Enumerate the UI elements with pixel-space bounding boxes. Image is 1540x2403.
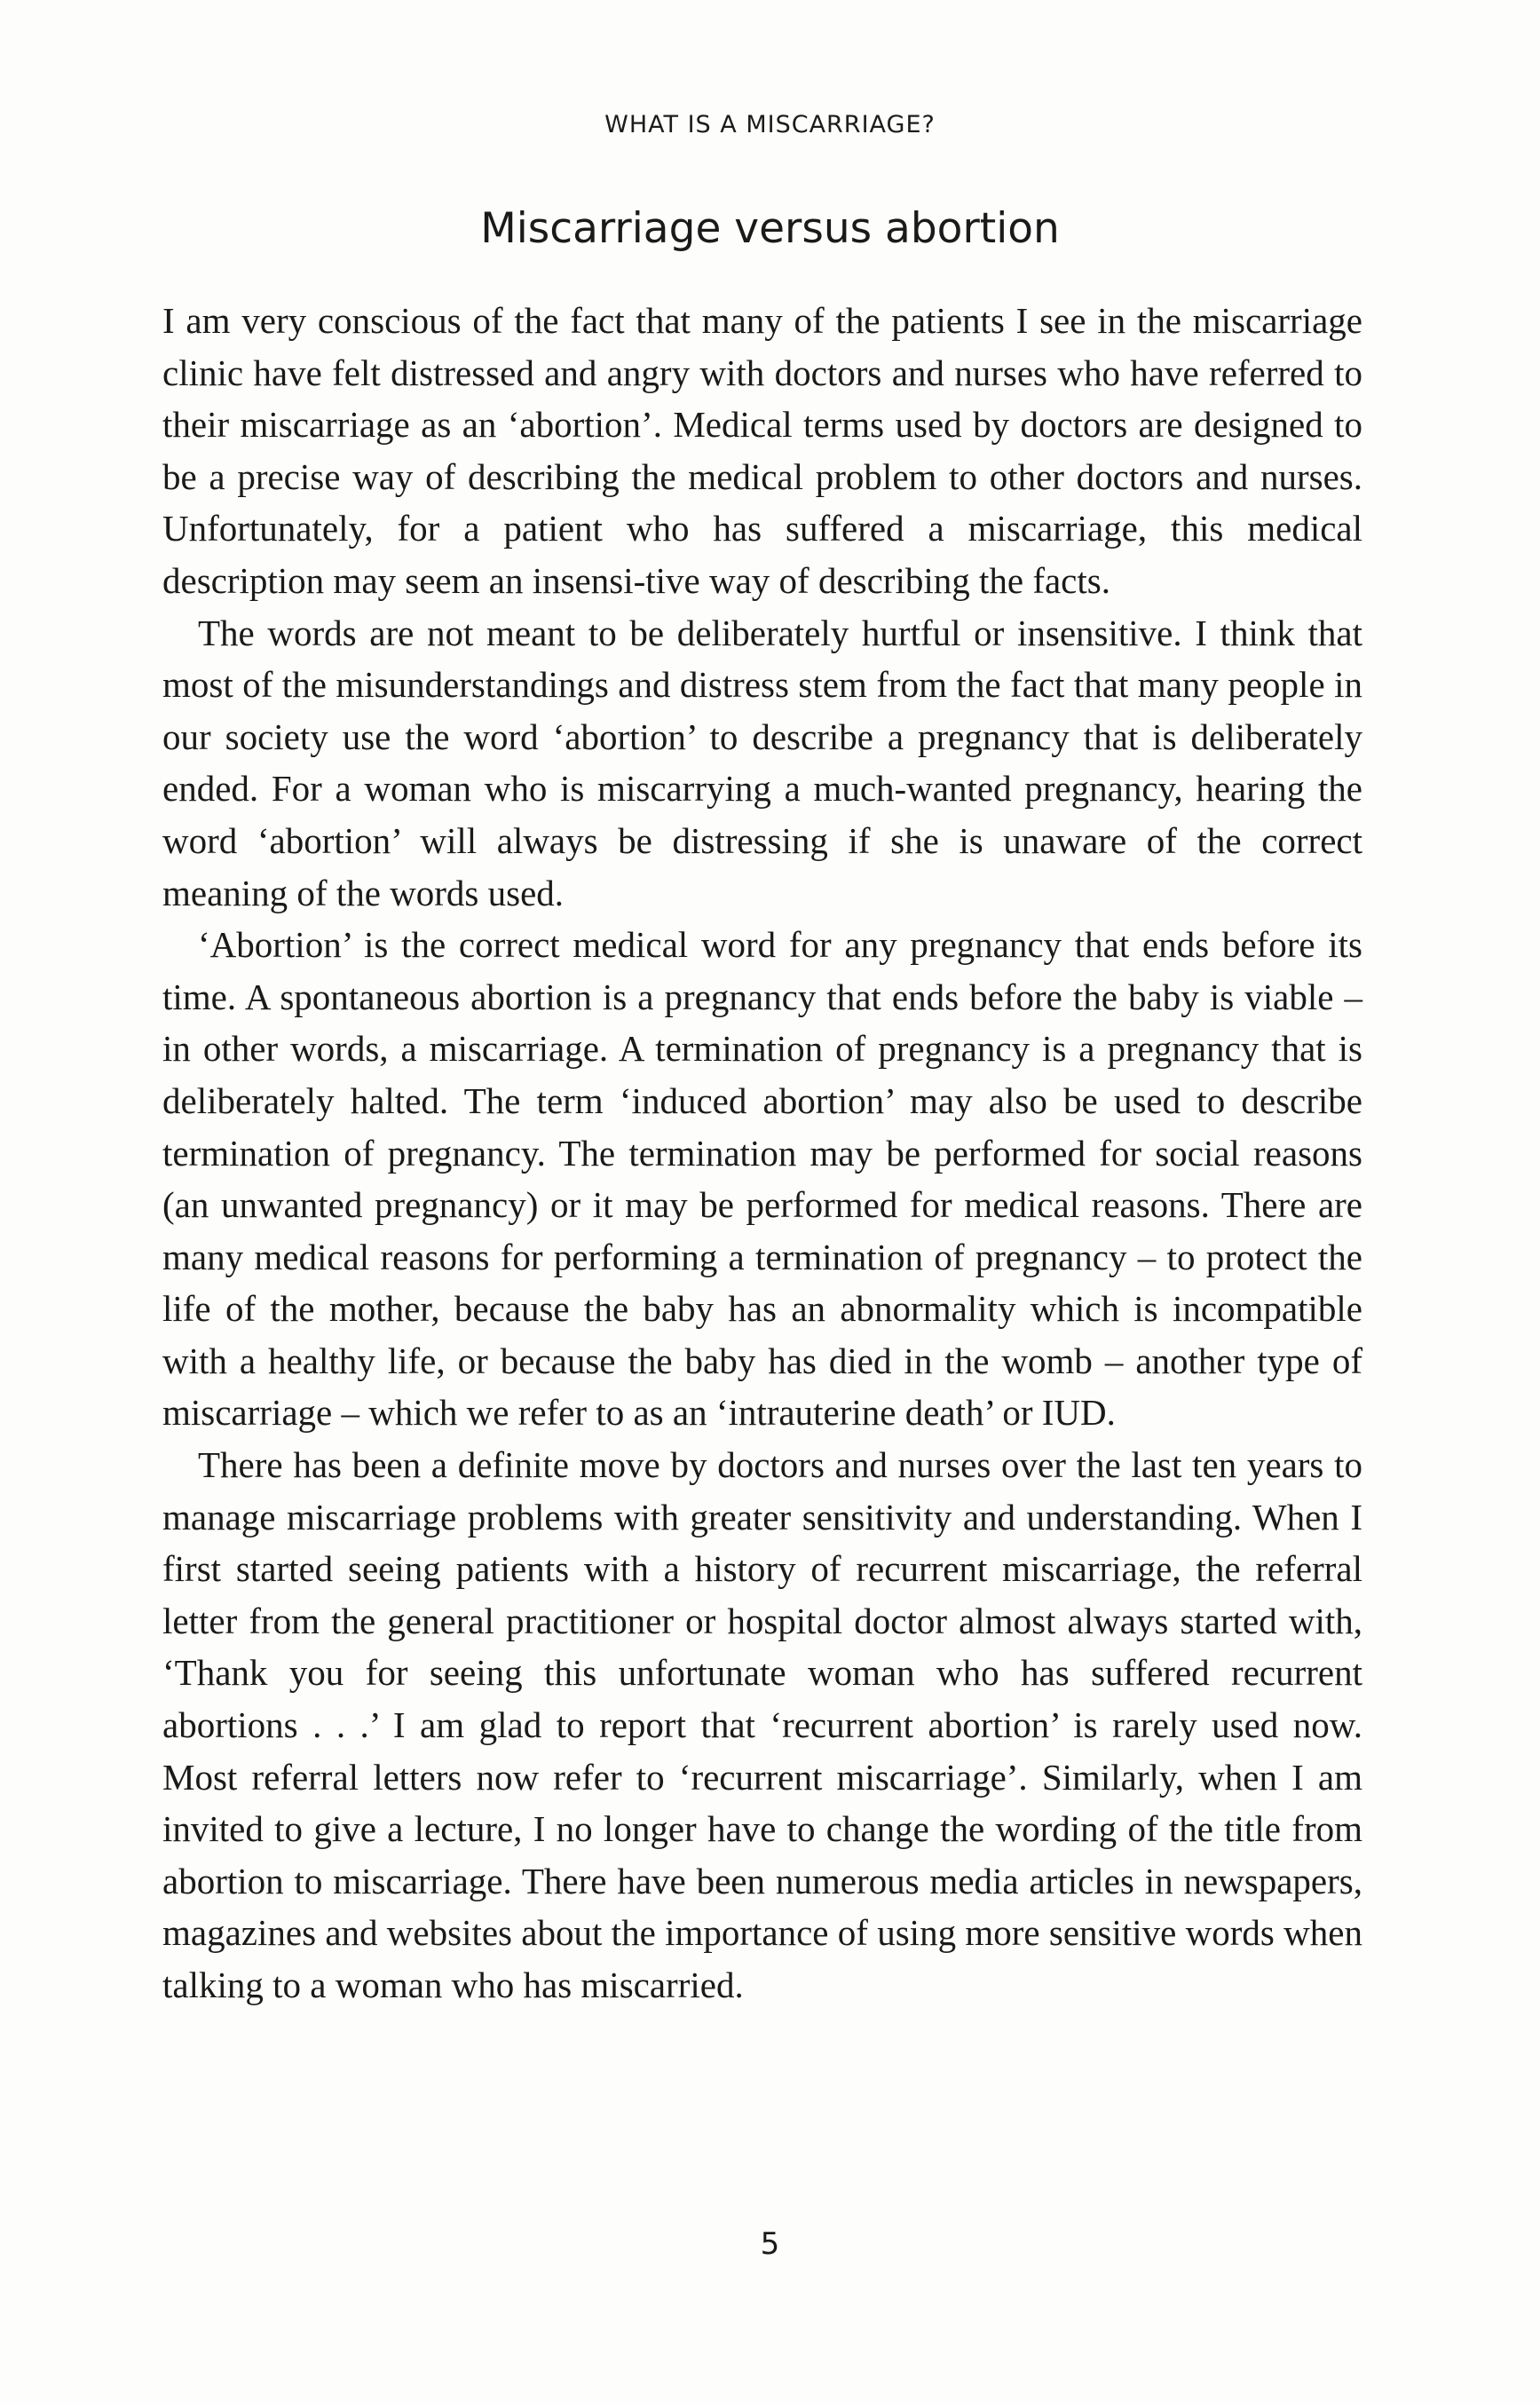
running-head: WHAT IS A MISCARRIAGE? xyxy=(604,111,936,138)
section-title: Miscarriage versus abortion xyxy=(480,204,1060,253)
paragraph-4: There has been a definite move by doctors and nurses over the last ten years to manage miscarriage problems with greater sensitivity and understanding. When I first started seeing patients with a history of recurrent miscarriage, the referral letter from the general practitioner or hospital doctor almost always started with, ‘Thank you for seeing this unfortunate woman who has suffered recurrent abortions . . .’ I am glad to report that ‘recurrent abortion’ is rarely used now. Most referral letters now refer to ‘recurrent miscarriage’. Similarly, when I am invited to give a lecture, I no longer have to change the wording of the title from abortion to miscarriage. There have been numerous media articles in newspapers, magazines and websites about the importance of using more sensitive words when talking to a woman who has miscarried. xyxy=(162,1444,1362,2005)
page-number: 5 xyxy=(760,2226,780,2262)
paragraph-3: ‘Abortion’ is the correct medical word for any pregnancy that ends before its time. A spontaneous abortion is a pregnancy that ends before the baby is viable – in other words, a miscarriage. A termination of pregnancy is a pregnancy that is deliberately halted. The term ‘induced abortion’ may also be used to describe termination of pregnancy. The termination may be performed for social reasons (an unwanted pregnancy) or it may be performed for medical reasons. There are many medical reasons for performing a termination of pregnancy – to protect the life of the mother, because the baby has an abnormality which is incompatible with a healthy life, or because the baby has died in the womb – another type of miscarriage – which we refer to as an ‘intrauterine death’ or IUD. xyxy=(162,924,1362,1434)
body-text xyxy=(162,295,1362,2012)
paragraph-2: The words are not meant to be deliberately hurtful or insensitive. I think that most of the misunderstandings and distress stem from the fact that many people in our society use the word ‘abortion’ to describe a pregnancy that is deliberately ended. For a woman who is miscarrying a much-wanted pregnancy, hearing the word ‘abortion’ will always be distressing if she is unaware of the correct meaning of the words used. xyxy=(162,612,1362,913)
paragraph-1: I am very conscious of the fact that many of the patients I see in the miscarriage clinic have felt distressed and angry with doctors and nurses who have referred to their miscarriage as an ‘abortion’. Medical terms used by doctors are designed to be a precise way of describing the medical problem to other doctors and nurses. Unfortunately, for a patient who has suffered a miscarriage, this medical description may seem an insensi-tive way of describing the facts. xyxy=(162,300,1362,601)
